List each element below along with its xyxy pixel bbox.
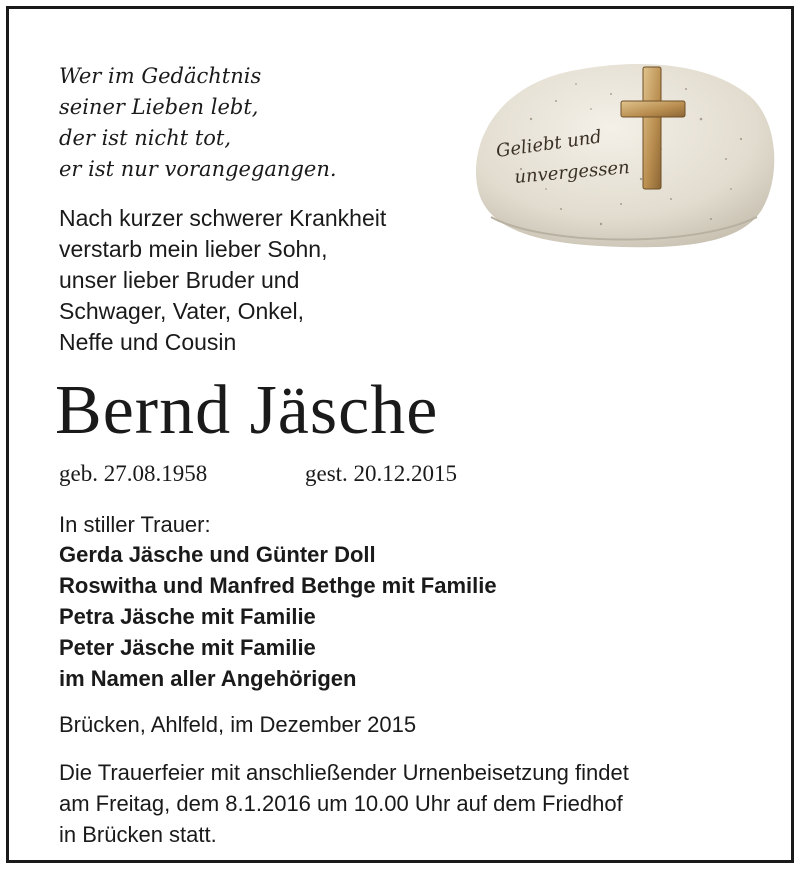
stone-inscription-line1: Geliebt und bbox=[494, 126, 604, 162]
stone-inscription-line2: unvergessen bbox=[513, 156, 631, 188]
mourners-list bbox=[59, 539, 497, 694]
intro-line: unser lieber Bruder und bbox=[59, 267, 300, 293]
mourner-entry: Gerda Jäsche und Günter Doll bbox=[59, 542, 376, 567]
mourner-entry: Petra Jäsche mit Familie bbox=[59, 604, 316, 629]
birth-date: geb. 27.08.1958 bbox=[59, 461, 208, 486]
mourner-entry: im Namen aller Angehörigen bbox=[59, 666, 357, 691]
intro-line: Nach kurzer schwerer Krankheit bbox=[59, 205, 387, 231]
poem-line: Wer im Gedächtnis bbox=[59, 64, 262, 88]
ceremony-line: Die Trauerfeier mit anschließender Urnenbeisetzung findet bbox=[59, 760, 629, 785]
mourner-entry: Roswitha und Manfred Bethge mit Familie bbox=[59, 573, 497, 598]
death-announcement bbox=[59, 203, 386, 358]
memorial-poem bbox=[59, 61, 337, 185]
poem-line: er ist nur vorangegangen. bbox=[59, 157, 337, 181]
intro-line: Neffe und Cousin bbox=[59, 329, 237, 355]
funeral-notice bbox=[59, 757, 779, 850]
poem-line: seiner Lieben lebt, bbox=[59, 95, 259, 119]
intro-line: verstarb mein lieber Sohn, bbox=[59, 236, 328, 262]
place-and-date: Brücken, Ahlfeld, im Dezember 2015 bbox=[59, 712, 417, 737]
mourning-label: In stiller Trauer: bbox=[59, 512, 211, 537]
ceremony-line: in Brücken statt. bbox=[59, 822, 217, 847]
death-date: gest. 20.12.2015 bbox=[305, 461, 458, 486]
memorial-stone-image bbox=[461, 49, 783, 259]
life-dates bbox=[59, 459, 457, 489]
poem-line: der ist nicht tot, bbox=[59, 126, 232, 150]
ceremony-line: am Freitag, dem 8.1.2016 um 10.00 Uhr auf dem Friedhof bbox=[59, 791, 623, 816]
intro-line: Schwager, Vater, Onkel, bbox=[59, 298, 305, 324]
obituary-frame bbox=[6, 6, 794, 863]
mourner-entry: Peter Jäsche mit Familie bbox=[59, 635, 316, 660]
deceased-name: Bernd Jäsche bbox=[55, 372, 439, 449]
